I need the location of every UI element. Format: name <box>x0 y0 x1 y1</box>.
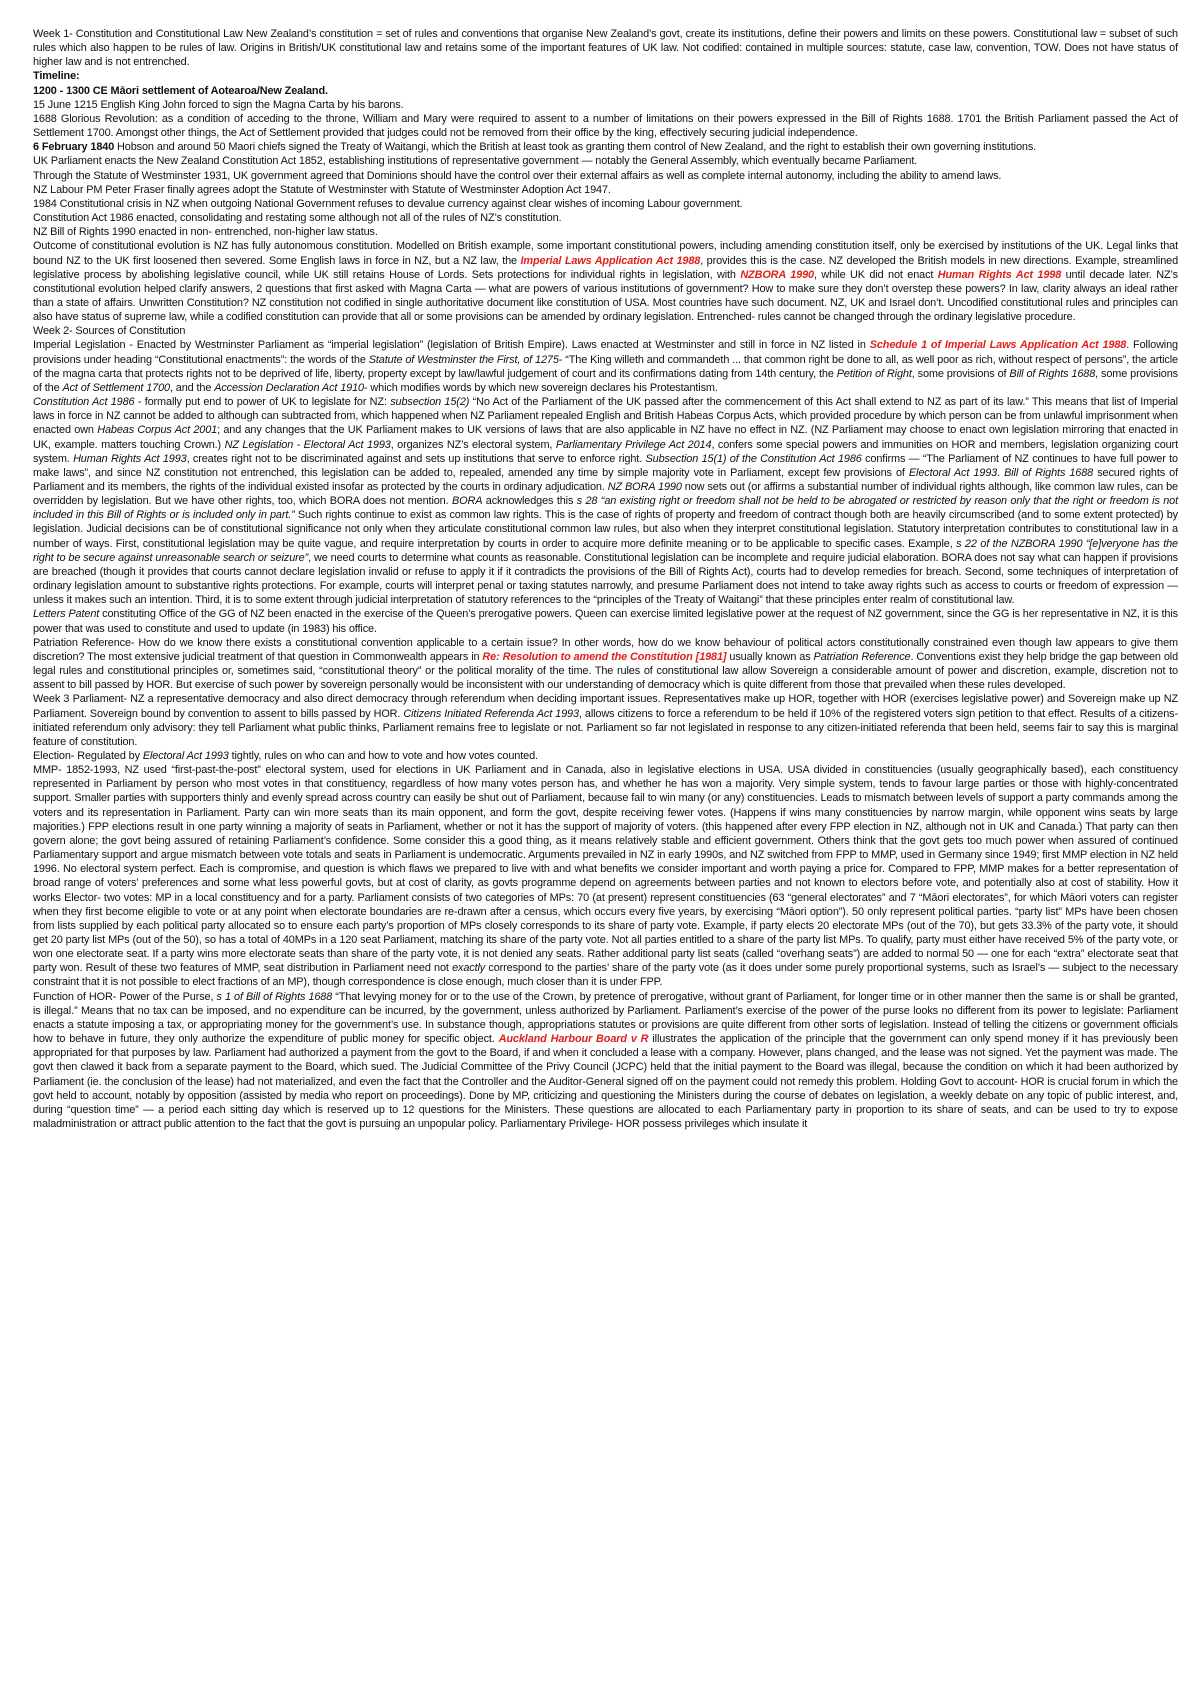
text-run: Week 3 Parliament- NZ a representative democracy and also direct democracy through referendum when deciding important issues. Representatives make up HOR, together with HOR (exercises legislative power) and Sovereign make up NZ Parliament. Sovereign bound by convention to assent to bills passed by HOR. <box>33 693 1178 720</box>
paragraph <box>33 607 1178 635</box>
paragraph <box>33 749 1178 763</box>
italic-text: BORA <box>451 495 483 508</box>
paragraph <box>33 27 1178 69</box>
italic-text: Patriation Reference <box>813 650 911 663</box>
text-run: , provides this is the case. NZ developed the British models in new directions. Example, streamlined legislative process by abolishing legislative council, while UK still retains House of Lords. Sets protections for individual rights in legislation, with <box>33 254 1178 281</box>
text-run: Constitution Act 1986 enacted, consolidating and restating some although not all of the rules of NZ’s constitution. <box>33 212 562 225</box>
text-run: Election- Regulated by <box>33 749 143 762</box>
bold-text: 1200 - 1300 CE Māori settlement of Aotearoa/New Zealand. <box>33 84 328 97</box>
paragraph <box>33 211 1178 225</box>
italic-text: Bill of Rights 1688 <box>1009 367 1096 380</box>
text-run: , some provisions of <box>911 367 1010 380</box>
paragraph <box>33 154 1178 168</box>
text-run: UK Parliament enacts the New Zealand Constitution Act 1852, establishing institutions of representative government — notably the General Assembly, which eventually became Parliament. <box>33 155 918 168</box>
paragraph <box>33 636 1178 693</box>
italic-text: Constitution Act 1986 <box>33 396 135 409</box>
text-run: 1984 Constitutional crisis in NZ when outgoing National Government refuses to devalue currency against clear wishes of incoming Labour government. <box>33 197 743 210</box>
italic-text: Human Rights Act 1993 <box>73 452 187 465</box>
text-run: NZ Bill of Rights 1990 enacted in non- entrenched, non-higher law status. <box>33 226 378 239</box>
text-run: Function of HOR- Power of the Purse, <box>33 990 217 1003</box>
text-run: Patriation Reference- How do we know there exists a constitutional convention applicable to a certain issue? In other words, how do we know behaviour of political actors constitutionally constrained even though law appears to give them discretion? The most extensive judicial treatment of that question in Commonwealth appears in <box>33 636 1178 663</box>
paragraph <box>33 84 1178 98</box>
paragraph <box>33 763 1178 990</box>
paragraph <box>33 140 1178 154</box>
paragraph <box>33 324 1178 338</box>
text-run: , we need courts to determine what counts as reasonable. Constitutional legislation can be incomplete and require judicial elaboration. BORA does not say what can happen if provisions are breached (though it provides that courts cannot declare legislation invalid or refuse to apply it if it contradicts the provisions of the Bill of Rights Act), courts had to develop remedies for breach. Second, some techniques of interpretation of ordinary legislation amount to substantive rights protections. For example, courts will interpret penal or taxing statutes narrowly, and presume Parliament does not intend to take away rights such as access to courts or freedom of expression — unless it makes such an intention. Third, it is to some extent through judicial interpretation of statutory references to the “principles of the Treaty of Waitangi” that these principles enter realm of constitutional law. <box>33 551 1178 607</box>
text-run: - which modifies words by which new sovereign declares his Protestantism. <box>363 381 718 394</box>
italic-text: Parliamentary Privilege Act 2014 <box>555 438 712 451</box>
italic-text: Electoral Act 1993 <box>908 466 998 479</box>
paragraph <box>33 225 1178 239</box>
text-run: - formally put end to power of UK to legislate for NZ: <box>134 396 391 409</box>
case-citation: Imperial Laws Application Act 1988 <box>520 254 701 267</box>
text-run: confirms — “The Parliament of NZ continues to have full power to make laws”, and since NZ constitution not entrenched, this legislation can be added to, repealed, amended any time by simple majority vote in Parliament, except few provisions of <box>33 452 1178 479</box>
text-run: “No Act of the Parliament of the UK passed after the commencement of this Act shall extend to NZ as part of its law.” This means that list of Imperial laws in force in NZ cannot be added to although can subtracted from, which happened when NZ Parliament repealed English and British Habeas Corpus Acts, which provided procedure by which person can be from unlawful imprisonment when enacted own <box>33 396 1178 437</box>
italic-text: Electoral Act 1993 <box>142 749 229 762</box>
italic-text: s 1 of Bill of Rights 1688 <box>216 990 333 1003</box>
italic-text: Accession Declaration Act 1910 <box>214 381 364 394</box>
case-citation: Auckland Harbour Board v R <box>498 1033 649 1046</box>
text-run: NZ Labour PM Peter Fraser finally agrees adopt the Statute of Westminster with Statute of Westminster Adoption Act 1947. <box>33 183 611 196</box>
italic-text: Petition of Right <box>836 367 912 380</box>
text-run: , organizes NZ’s electoral system, <box>390 438 556 451</box>
italic-text: NZ Legislation - Electoral Act 1993 <box>224 438 391 451</box>
paragraph <box>33 98 1178 112</box>
text-run: acknowledges this <box>482 495 577 508</box>
italic-text: Bill of Rights 1688 <box>1004 466 1094 479</box>
text-run: “That levying money for or to the use of the Crown, by pretence of prerogative, without grant of Parliament, for longer time or in other manner then the same is or shall be granted, is illegal.” Means that no tax can be imposed, and no expenditure can be incurred, by the government, unless authorized by Parliament. Parliament’s exercise of the power of the purse looks no different from its power to legislate: Parliament enacts a statute imposing a tax, or appropriating money for the government’s use. In substance though, appropriations statutes or provisions are quite different from other sorts of legislation. Instead of telling the citizens or government officials how to behave in future, they only authorize the expenditure of public money for specific object. <box>33 990 1178 1046</box>
text-run: tightly, rules on who can and how to vote and how votes counted. <box>228 749 538 762</box>
case-citation: Re: Resolution to amend the Constitution [1981] <box>482 650 727 663</box>
text-run: MMP- 1852-1993, NZ used “first-past-the-post” electoral system, used for elections in UK Parliament and in Canada, also in legislative elections in USA. USA divided in constituencies (usually geographically based), each constituency represented in Parliament by person who most votes in that constituency, regardless of how many votes person has, and whether he has won a majority. Very simple system, tends to favour large parties or those with highly-concentrated support. Smaller parties with supporters thinly and evenly spread across country can easily be shut out of Parliament, because fail to win many (or any) constituencies. Leads to mismatch between levels of support a party commands among the voters and its representation in Parliament. Party can win more seats than its main opponent, and form the govt, despite receiving fewer votes. (Happens if wins many constituencies by narrow margin, while opponent wins seats by large majorities.) FPP elections result in one party winning a majority of seats in Parliament, whether or not it has the support of majority of voters. (this happened after every FPP election in NZ, although not in UK and Canada.) That party can then govern alone; the govt being assured of retaining Parliament’s confidence. Some consider this a good thing, as it means relatively stable and efficient government. Others think that the govt gets too much power when assured of continued Parliamentary support and argue mismatch between vote totals and seats in Parliament is undemocratic. Arguments prevailed in NZ in early 1990s, and NZ switched from FPP to MMP, used in Germany since 1949; first MMP election in NZ held 1996. No electoral system perfect. Each is compromise, and question is which flaws we prepared to live with and what benefits we consider important and worth paying a price for. Compared to FPP, MMP makes for a better representation of broad range of voters’ preferences and some what less powerful govts, but at cost of clarity, as govts programme depend on agreements between parties and not known to electors before vote, and potentially also at cost of stability. How it works Elector- two votes: MP in a local constituency and for a party. Parliament consists of two categories of MPs: 70 (at present) represent constituencies (63 “general electorates” and 7 “Māori electorates”, for which Māori voters can register when they first become eligible to vote or at any point when electorate boundaries are re-drawn after a census, which occurs every five years, by exercising “Māori option”). 50 only represent political parties. “party list” MPs have been chosen from lists supplied by each political party allocated so to ensure each party’s proportion of MPs closely corresponds to its share of party vote. Example, if party elects 20 electorate MPs (out of the 70), but gets 33.3% of the party vote, it should get 20 party list MPs (out of the 50), so has a total of 40MPs in a 120 seat Parliament, matching its share of the party vote. Not all parties entitled to a share of the party list MPs. To qualify, party must either have received 5% of the party vote, or won one electorate seat. If a party wins more electorate seats than share of the party vote, it is not denied any seats. Rather additional party list seats (called “overhang seats”) are added to normal 50 — one for each “extra” electorate seat that party won. Result of these two features of MMP, seat distribution in Parliament need not <box>33 764 1178 975</box>
italic-text: Habeas Corpus Act 2001 <box>97 424 218 437</box>
document-body <box>33 27 1178 1131</box>
case-citation: NZBORA 1990 <box>740 268 814 281</box>
paragraph <box>33 69 1178 83</box>
paragraph <box>33 183 1178 197</box>
text-run: correspond to the parties’ share of the party vote (as it does under some purely proportional systems, such as Israel’s — subject to the necessary constraint that it is not possible to elect fractions of an MP), though correspondence is close enough, much closer than it is under FPP. <box>33 962 1178 989</box>
text-run: , creates right not to be discriminated against and sets up institutions that serve to enforce right. <box>186 452 646 465</box>
italic-text: NZ BORA 1990 <box>607 481 682 493</box>
text-run: Week 2- Sources of Constitution <box>33 325 186 338</box>
case-citation: Human Rights Act 1998 <box>937 268 1062 281</box>
text-run: Outcome of constitutional evolution is NZ has fully autonomous constitution. Modelled on British example, some important constitutional powers, including amending constitution itself, only be exercised by institutions of the UK. Legal links that bound NZ to the UK first loosened then severed. Some English laws in force in NZ, but a NZ law, the <box>33 240 1178 267</box>
text-run: Such rights continue to exist as common law rights. This is the case of rights of property and freedom of contract though both are heavily circumscribed (and to some extent protected) by legislation. Judicial decisions can be of constitutional significance not only when they articulate constitutional common law rules, but also when they interpret constitutional legislation. Statutory interpretation contributes to constitutional law in a number of ways. First, constitutional legislation may be quite vague, and require interpretation by courts in order to acquire more definite meaning or to be applicable to specific cases. Example, <box>33 509 1178 550</box>
text-run: usually known as <box>726 650 814 663</box>
italic-text: Statute of Westminster the First, of 1275 <box>368 353 559 366</box>
case-citation: Schedule 1 of Imperial Laws Application Act 1988 <box>869 339 1127 352</box>
text-run: - “The King willeth and commandeth ... that common right be done to all, as well poor as rich, without respect of persons”, the article of the magna carta that protects rights not to be deprived of life, liberty, property except by law/lawful judgement of court and its confirmations dating from 14th century, the <box>33 353 1178 380</box>
italic-text: Letters Patent <box>33 608 100 621</box>
paragraph <box>33 239 1178 324</box>
italic-text: s 22 of the NZBORA 1990 “[e]veryone has the right to be secure against unreasonable search or seizure” <box>33 537 1178 564</box>
text-run: 1688 Glorious Revolution: as a condition of acceding to the throne, William and Mary were required to assent to a number of limitations on their powers expressed in the Bill of Rights 1688. 1701 the British Parliament passed the Act of Settlement 1700. Amongst other things, the Act of Settlement provided that judges could not be removed from their office by the king, effectively securing judicial independence. <box>33 112 1178 140</box>
italic-text: Act of Settlement 1700 <box>62 381 170 394</box>
text-run: Hobson and around 50 Maori chiefs signed the Treaty of Waitangi, which the British at least took as granting them control of New Zealand, and the right to establish their own governing institutions. <box>114 141 1037 154</box>
text-run: until decade later. NZ’s constitutional evolution helped clarify answers, 2 questions that first asked with Magna Carta — what are powers of various institutions of government? How to make sure they don’t overstep these powers? In law, clarity always an ideal rather than a state of affairs. Unwritten Constitution? NZ constitution not codified in single authoritative document like constitution of USA. Most countries have such document. NZ, UK and Israel don’t. Uncodified constitutional rules and principles can also have status of supreme law, while a codified constitution can provide that all or some provisions can be amended by ordinary legislation. Entrenched- rules cannot be changed through the ordinary legislative procedure. <box>33 268 1178 324</box>
paragraph <box>33 112 1178 140</box>
text-run: , confers some special powers and immunities on HOR and members, legislation organizing court system. <box>33 438 1178 465</box>
text-run: . Conventions exist they help bridge the gap between old legal rules and constitutional principles or, sometimes said, “constitutional theory” or the political morality of the time. The rules of constitutional law allow Sovereign a considerable amount of power and discretion, example, discretion not to assent to bill passed by HOR. But exercise of such power by sovereign personally would be inconsistent with our understanding of democracy which is quite different from those that prevailed when these rules developed. <box>33 650 1179 692</box>
italic-text: exactly <box>452 962 486 975</box>
text-run: . Following provisions under heading “Constitutional enactments”: the words of the <box>33 339 1178 366</box>
text-run: 15 June 1215 English King John forced to sign the Magna Carta by his barons. <box>33 98 404 111</box>
italic-text: s 28 “an existing right or freedom shall not be held to be abrogated or restricted by reason only that the right or freedom is not included in this Bill of Rights or is included only in part.” <box>33 495 1179 522</box>
text-run: now sets out (or affirms a substantial number of individual rights although, like common law rules, can be overridden by legislation. But we have other rights, too, which BORA does not mention. <box>33 481 1178 508</box>
paragraph <box>33 692 1178 749</box>
italic-text: Subsection 15(1) of the Constitution Act 1986 <box>645 452 862 465</box>
italic-text: Citizens Initiated Referenda Act 1993 <box>403 707 579 720</box>
text-run: , and the <box>169 381 215 394</box>
bold-text: Timeline: <box>33 70 80 83</box>
text-run: Imperial Legislation - Enacted by Westminster Parliament as “imperial legislation” (legislation of British Empire). Laws enacted at Westminster and still in force in NZ listed in <box>33 339 870 352</box>
paragraph <box>33 197 1178 211</box>
text-run: Through the Statute of Westminster 1931, UK government agreed that Dominions should have the control over their external affairs as well as complete internal autonomy, including the ability to amend laws. <box>33 169 1002 182</box>
text-run: . <box>997 466 1005 479</box>
italic-text: subsection 15(2) <box>390 396 470 409</box>
text-run: Week 1- Constitution and Constitutional Law New Zealand’s constitution = set of rules and conventions that organise New Zealand’s govt, create its institutions, define their powers and limits on these powers. Constitutional law = subset of such rules which also happen to be rules of law. Origins in British/UK constitutional law and retains some of the important features of UK law. Not codified: contained in multiple sources: statute, case law, convention, TOW. Does not have status of higher law and is not entrenched. <box>33 28 1178 69</box>
text-run: ; and any changes that the UK Parliament makes to UK versions of laws that are also applicable in NZ have no effect in NZ. (NZ Parliament may choose to enact own legislation mirroring that enacted in UK, example. matters touching Crown.) <box>33 424 1179 451</box>
bold-text: 6 February 1840 <box>33 141 115 154</box>
text-run: , some provisions of the <box>33 367 1179 394</box>
text-run: secured rights of Parliament and its members, the rights of the individual existed insofar as protected by the courts in ordinary adjudication. <box>33 466 1179 493</box>
text-run: , allows citizens to force a referendum to be held if 10% of the registered voters sign petition to that effect. Results of a citizens- initiated referendum only advisory: they tell Parliament what public thinks, Parliament remains free to legislate or not. Parliament so far not legislated in response to any citizen-initiated referenda that been held, seems fair to say this is marginal feature of constitution. <box>33 707 1178 748</box>
paragraph <box>33 169 1178 183</box>
paragraph <box>33 990 1178 1132</box>
paragraph <box>33 338 1178 395</box>
text-run: , while UK did not enact <box>813 268 938 281</box>
text-run: constituting Office of the GG of NZ been enacted in the exercise of the Queen’s prerogative powers. Queen can exercise limited legislative power at the request of NZ government, since the GG is her representative in NZ, it is this power that was used to constitute and used to update (in 1983) his office. <box>33 608 1178 635</box>
text-run: illustrates the application of the principle that the government can only spend money if it has previously been appropriated for that purposes by law. Parliament had authorized a payment from the govt to the Board, if and when it concluded a lease with a company. However, plans changed, and the lease was not signed. Yet the payment was made. The govt then clawed it back from a separate payment to the Board, which sued. The Judicial Committee of the Privy Council (JCPC) held that the initial payment to the Board was illegal, because the condition on which it had been authorized by Parliament (ie. the conclusion of the lease) had not materialized, and even the fact that the Controller and the Auditor-General signed off on the payment could not remedy this problem. Holding Govt to account- HOR is crucial forum in which the govt held to account, notably by opposition (assisted by media who report on proceedings). Done by MP, criticizing and questioning the Ministers during the course of debates on legislation, a weekly debate on any topic of public interest, and, during “question time” — a period each sitting day which is reserved up to 12 questions for the Ministers. These questions are allocated to each Parliamentary party in proportion to its share of seats, and can be used to try to expose maladministration or attract public attention to the fact that the govt is pursuing an unpopular policy. Parliamentary Privilege- HOR possess privileges which insulate it <box>33 1033 1178 1131</box>
paragraph <box>33 395 1178 607</box>
